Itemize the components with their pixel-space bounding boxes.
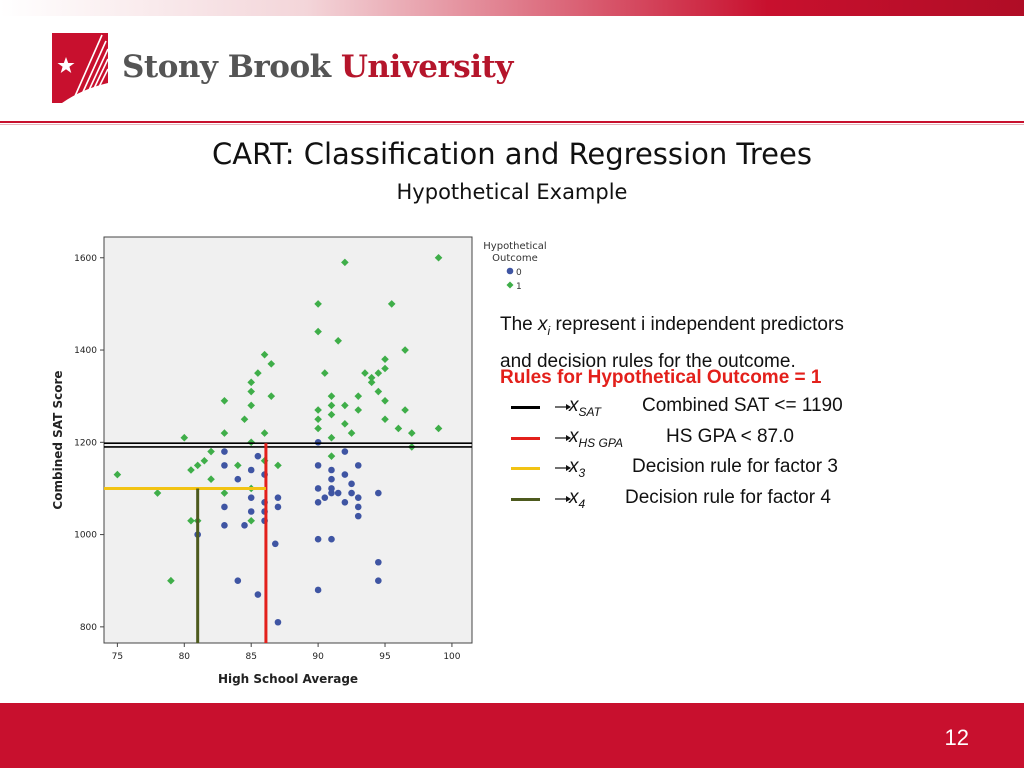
data-point-outcome-0 (355, 513, 362, 520)
y-tick-label: 1200 (74, 438, 97, 449)
rule-symbol: $x_4$ (569, 487, 586, 511)
data-point-outcome-0 (315, 536, 322, 543)
x-tick-label: 95 (379, 652, 391, 662)
legend-label-1: 1 (516, 282, 522, 292)
data-point-outcome-0 (315, 439, 322, 446)
page-number: 12 (944, 725, 969, 750)
rule-line-swatch (511, 498, 540, 501)
y-axis-label: Combined SAT Score (51, 370, 65, 510)
rule-symbol: $x_{SAT}$ (569, 395, 601, 419)
data-point-outcome-0 (275, 619, 282, 626)
data-point-outcome-0 (328, 476, 335, 483)
data-point-outcome-0 (375, 490, 382, 497)
scatter-chart (48, 233, 478, 695)
data-point-outcome-0 (375, 559, 382, 566)
slide-subtitle: Hypothetical Example (396, 180, 628, 204)
data-point-outcome-0 (315, 485, 322, 492)
legend-circle-icon (506, 267, 516, 279)
rule-row-hs-gpa (511, 425, 941, 451)
header-divider-thin (0, 124, 1024, 125)
data-point-outcome-0 (335, 490, 342, 497)
explanation-var-sub: i (547, 323, 551, 338)
data-point-outcome-0 (315, 499, 322, 506)
x-tick-label: 80 (178, 652, 191, 662)
explanation-line-1 (500, 309, 960, 347)
data-point-outcome-0 (275, 504, 282, 511)
data-point-outcome-0 (248, 494, 255, 501)
header-divider (0, 121, 1024, 123)
data-point-outcome-0 (221, 504, 228, 511)
rule-row-x3 (511, 455, 941, 481)
university-name (122, 49, 513, 85)
data-point-outcome-0 (322, 494, 329, 501)
rule-description: HS GPA < 87.0 (666, 426, 794, 447)
data-point-outcome-0 (275, 494, 282, 501)
plot-area (104, 237, 472, 643)
university-logo (52, 33, 513, 105)
explanation-line-2: and decision rules for the outcome. (500, 350, 796, 372)
data-point-outcome-0 (328, 490, 335, 497)
rule-description: Decision rule for factor 3 (632, 456, 838, 477)
rule-row-x4 (511, 486, 941, 512)
y-tick-label: 1600 (74, 253, 97, 264)
data-point-outcome-0 (348, 481, 355, 488)
legend-title: Hypothetical Outcome (483, 241, 547, 264)
x-axis-label: High School Average (217, 672, 359, 686)
explanation-line-1-end: represent i independent predictors (550, 314, 844, 335)
data-point-outcome-0 (255, 453, 262, 460)
x-tick-label: 100 (443, 652, 461, 662)
legend-item-1 (506, 281, 558, 293)
slide-title: CART: Classification and Regression Trees (212, 137, 812, 171)
legend-diamond-icon (506, 281, 516, 293)
data-point-outcome-0 (355, 462, 362, 469)
rule-description: Decision rule for factor 4 (625, 487, 831, 508)
data-point-outcome-0 (272, 541, 279, 548)
data-point-outcome-0 (241, 522, 248, 529)
data-point-outcome-0 (355, 494, 362, 501)
stony-brook-shield-logo (52, 33, 116, 105)
rule-line-swatch (511, 437, 540, 440)
data-point-outcome-0 (221, 448, 228, 455)
chart-legend (478, 241, 558, 293)
top-decorative-stripe (0, 0, 1024, 16)
legend-label-0: 0 (516, 268, 522, 278)
x-tick-label: 90 (312, 652, 324, 662)
data-point-outcome-0 (315, 587, 322, 594)
university-name-part2: University (340, 49, 513, 85)
data-point-outcome-0 (355, 504, 362, 511)
data-point-outcome-0 (248, 467, 255, 474)
y-tick-label: 1000 (74, 530, 97, 541)
data-point-outcome-0 (255, 591, 262, 598)
data-point-outcome-0 (375, 577, 382, 584)
data-point-outcome-0 (348, 490, 355, 497)
data-point-outcome-0 (235, 577, 242, 584)
data-point-outcome-0 (235, 476, 242, 483)
x-tick-label: 85 (245, 652, 257, 662)
rules-heading: Rules for Hypothetical Outcome = 1 (500, 367, 822, 388)
legend-item-0 (506, 267, 558, 279)
explanation-var: x (538, 314, 548, 335)
rule-symbol: $x_3$ (569, 456, 586, 480)
rule-symbol: $x_{HS GPA}$ (569, 426, 623, 450)
explanation-line-1-start: The (500, 314, 539, 335)
y-tick-label: 800 (79, 622, 97, 633)
rule-row-sat (511, 394, 941, 420)
data-point-outcome-0 (248, 508, 255, 515)
footer-bar (0, 703, 1024, 768)
rule-line-swatch (511, 467, 540, 470)
data-point-outcome-0 (328, 467, 335, 474)
rule-description: Combined SAT <= 1190 (642, 395, 843, 416)
rule-line-swatch (511, 406, 540, 409)
data-point-outcome-0 (342, 448, 349, 455)
data-point-outcome-0 (328, 536, 335, 543)
data-point-outcome-0 (342, 471, 349, 478)
university-name-part1: Stony Brook (122, 49, 341, 85)
data-point-outcome-0 (221, 522, 228, 529)
y-tick-label: 1400 (74, 346, 97, 357)
data-point-outcome-0 (315, 462, 322, 469)
data-point-outcome-0 (221, 462, 228, 469)
data-point-outcome-0 (342, 499, 349, 506)
x-tick-label: 75 (111, 652, 124, 662)
